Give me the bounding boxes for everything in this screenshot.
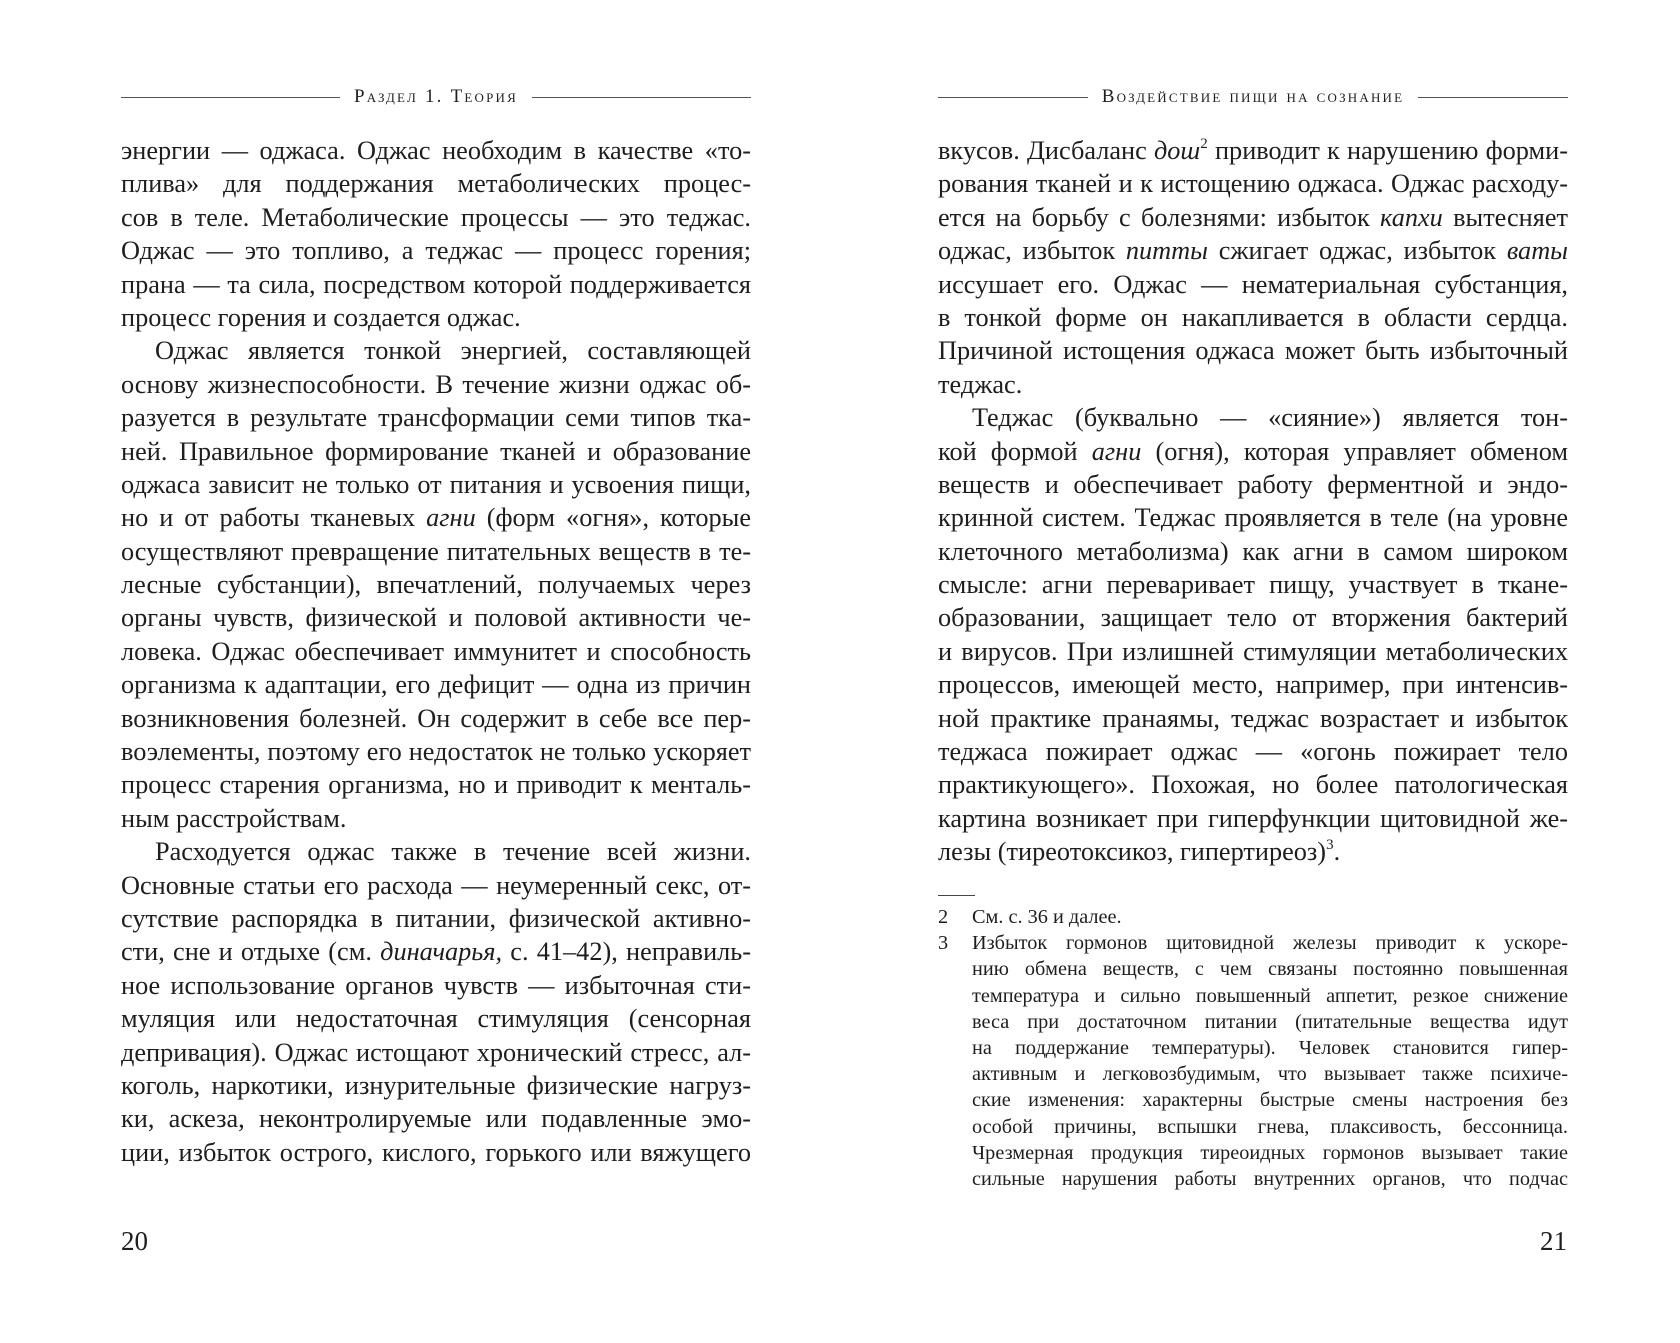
- italic-term: агни: [1091, 436, 1142, 466]
- footnote: [938, 904, 1568, 930]
- text-line: кринной систем. Теджас проявляется в теле (на уровне: [938, 503, 1568, 533]
- footnote: [938, 930, 1568, 1192]
- header-rule: [121, 97, 340, 98]
- text-line: ней. Правильное формирование тканей и образование: [121, 436, 751, 466]
- text-line: сов в теле. Метаболические процессы — это теджас.: [121, 202, 751, 232]
- footnote-line: особой причины, вспышки гнева, плаксивость, бессонница.: [972, 1115, 1568, 1138]
- text-line: но и от работы тканевых агни (форм «огня», которые: [121, 503, 752, 533]
- text-line: теджас.: [938, 369, 1023, 399]
- footnote-line: температура и сильно повышенный аппетит, резкое снижение: [972, 984, 1568, 1007]
- text-line: плива» для поддержания метаболических процес-: [121, 169, 751, 199]
- footnote-line: на поддержание температуры). Человек становится гипер-: [972, 1037, 1568, 1060]
- footnote-number: 2: [938, 906, 949, 928]
- text-line: депривация). Оджас истощают хронический стресс, ал-: [121, 1037, 751, 1067]
- text-line: процесс старения организма, но и приводит к менталь-: [121, 770, 751, 800]
- text-line: и вирусов. При излишней стимуляции метаболических: [938, 636, 1568, 666]
- text-line: веществ и обеспечивает работу ферментной и эндо-: [938, 469, 1568, 499]
- text-line: муляция или недостаточная стимуляция (сенсорная: [121, 1004, 751, 1034]
- footnote-ref[interactable]: 3: [1326, 837, 1334, 854]
- italic-term: диначарья,: [380, 937, 503, 967]
- text-line: прана — та сила, посредством которой поддерживается: [121, 269, 751, 299]
- footnote-number: 3: [938, 932, 949, 955]
- text-line: Теджас (буквально — «сияние») является тон-: [972, 403, 1568, 433]
- text-line: Основные статьи его расхода — неумеренный секс, от-: [121, 870, 751, 900]
- text-line: ным расстройствам.: [121, 803, 347, 833]
- text-line: вкусов. Дисбаланс дош$^2$ приводит к нарушению форми-: [938, 136, 1568, 165]
- right-page: [840, 0, 1680, 1343]
- footnote-line: Избыток гормонов щитовидной железы приводит к ускоре-: [972, 932, 1568, 955]
- text-line: возникновения болезней. Он содержит в себе все пер-: [121, 703, 751, 733]
- text-line: организма к адаптации, его дефицит — одна из причин: [121, 670, 751, 700]
- text-line: оджас, избыток питты сжигает оджас, избыток ваты: [938, 236, 1568, 266]
- text-line: осуществляют превращение питательных веществ в те-: [121, 536, 751, 566]
- running-head-right: [938, 82, 1568, 112]
- text-line: практикующего». Похожая, но более патологическая: [938, 770, 1568, 800]
- footnote-line: сильные нарушения работы внутренних органов, что подчас: [972, 1168, 1568, 1191]
- text-line: процесс горения и создается оджас.: [121, 302, 521, 332]
- text-line: процессов, имеющей место, например, при интенсив-: [938, 670, 1568, 700]
- running-head-text: Раздел 1. Теория: [354, 86, 518, 107]
- page-number-left: 20: [121, 1226, 148, 1256]
- footnote-line: активным и легковозбудимым, что вызывает также психиче-: [972, 1063, 1568, 1086]
- footnote-ref[interactable]: 2: [1200, 136, 1208, 152]
- right-body-text: [938, 134, 1568, 869]
- text-line: ловека. Оджас обеспечивает иммунитет и способность: [121, 636, 751, 666]
- text-line: ется на борьбу с болезнями: избыток капхи вытесняет: [938, 202, 1569, 232]
- left-body-text: [121, 134, 751, 1169]
- text-line: рования тканей и к истощению оджаса. Оджас расходу-: [938, 169, 1568, 199]
- italic-term: агни: [426, 503, 476, 533]
- text-line: ции, избыток острого, кислого, горького или вяжущего: [121, 1137, 751, 1167]
- text-line: смысле: агни переваривает пищу, участвует в ткане-: [938, 570, 1568, 600]
- footnote-text: [972, 930, 1568, 1192]
- running-head-text: Воздействие пищи на сознание: [1101, 86, 1405, 107]
- italic-term: дош: [1153, 136, 1201, 165]
- text-line: сти, сне и отдыхе (см. диначарья, с. 41–42), неправиль-: [121, 937, 752, 967]
- italic-term: питты: [1125, 236, 1208, 266]
- footnote-rule: [938, 895, 975, 896]
- text-line: ной практике пранаямы, теджас возрастает и избыток: [938, 703, 1568, 733]
- text-line: основу жизнеспособности. В течение жизни оджас об-: [121, 369, 751, 399]
- text-line: сутствие распорядка в питании, физической активно-: [121, 903, 751, 933]
- text-line: теджаса пожирает оджас — «огонь пожирает тело: [938, 737, 1568, 767]
- footnote-line: нию обмена веществ, с чем связаны постоянно повышенная: [972, 958, 1568, 981]
- italic-term: ваты: [1506, 236, 1568, 266]
- text-line: Оджас является тонкой энергией, составляющей: [155, 336, 751, 366]
- text-line: Оджас — это топливо, а теджас — процесс горения;: [121, 236, 751, 266]
- text-line: в тонкой форме он накапливается в области сердца.: [938, 302, 1568, 332]
- text-line: образовании, защищает тело от вторжения бактерий: [938, 603, 1568, 633]
- text-line: клеточного метаболизма) как агни в самом широком: [938, 536, 1568, 566]
- text-line: оджаса зависит не только от питания и усвоения пищи,: [121, 469, 751, 499]
- text-line: воэлементы, поэтому его недостаток не только ускоряет: [121, 737, 751, 767]
- italic-term: капхи: [1380, 202, 1443, 232]
- text-line: ки, аскеза, неконтролируемые или подавленные эмо-: [121, 1104, 751, 1134]
- page-number-right: 21: [1540, 1226, 1567, 1256]
- footnote-text: [972, 904, 1568, 930]
- footnote-line: ские изменения: характерны быстрые смены настроения без: [972, 1089, 1568, 1112]
- text-line: Причиной истощения оджаса может быть избыточный: [938, 336, 1568, 366]
- text-line: ное использование органов чувств — избыточная сти-: [121, 970, 751, 1000]
- footnote-line: Чрезмерная продукция тиреоидных гормонов вызывает такие: [972, 1141, 1568, 1164]
- text-line: Расходуется оджас также в течение всей жизни.: [155, 837, 751, 867]
- text-line: кой формой агни (огня), которая управляет обменом: [938, 436, 1568, 466]
- text-line: лесные субстанции), впечатлений, получаемых через: [121, 570, 751, 600]
- text-line: разуется в результате трансформации семи типов тка-: [121, 403, 751, 433]
- header-rule: [532, 97, 751, 98]
- text-line: картина возникает при гиперфункции щитовидной же-: [938, 803, 1568, 833]
- text-line: органы чувств, физической и половой активности че-: [121, 603, 751, 633]
- footnote-line: См. с. 36 и далее.: [972, 906, 1122, 928]
- text-line: коголь, наркотики, изнурительные физические нагруз-: [121, 1070, 751, 1100]
- header-rule: [938, 97, 1088, 98]
- footnotes: [938, 895, 1568, 1192]
- footnote-line: веса при достаточном питании (питательные вещества идут: [972, 1010, 1568, 1033]
- text-line: энергии — оджаса. Оджас необходим в качестве «то-: [121, 136, 751, 165]
- header-rule: [1418, 97, 1568, 98]
- text-line: иссушает его. Оджас — нематериальная субстанция,: [938, 269, 1568, 299]
- running-head-left: [121, 82, 751, 112]
- text-line: лезы (тиреотоксикоз, гипертиреоз)$^3$.: [938, 837, 1341, 867]
